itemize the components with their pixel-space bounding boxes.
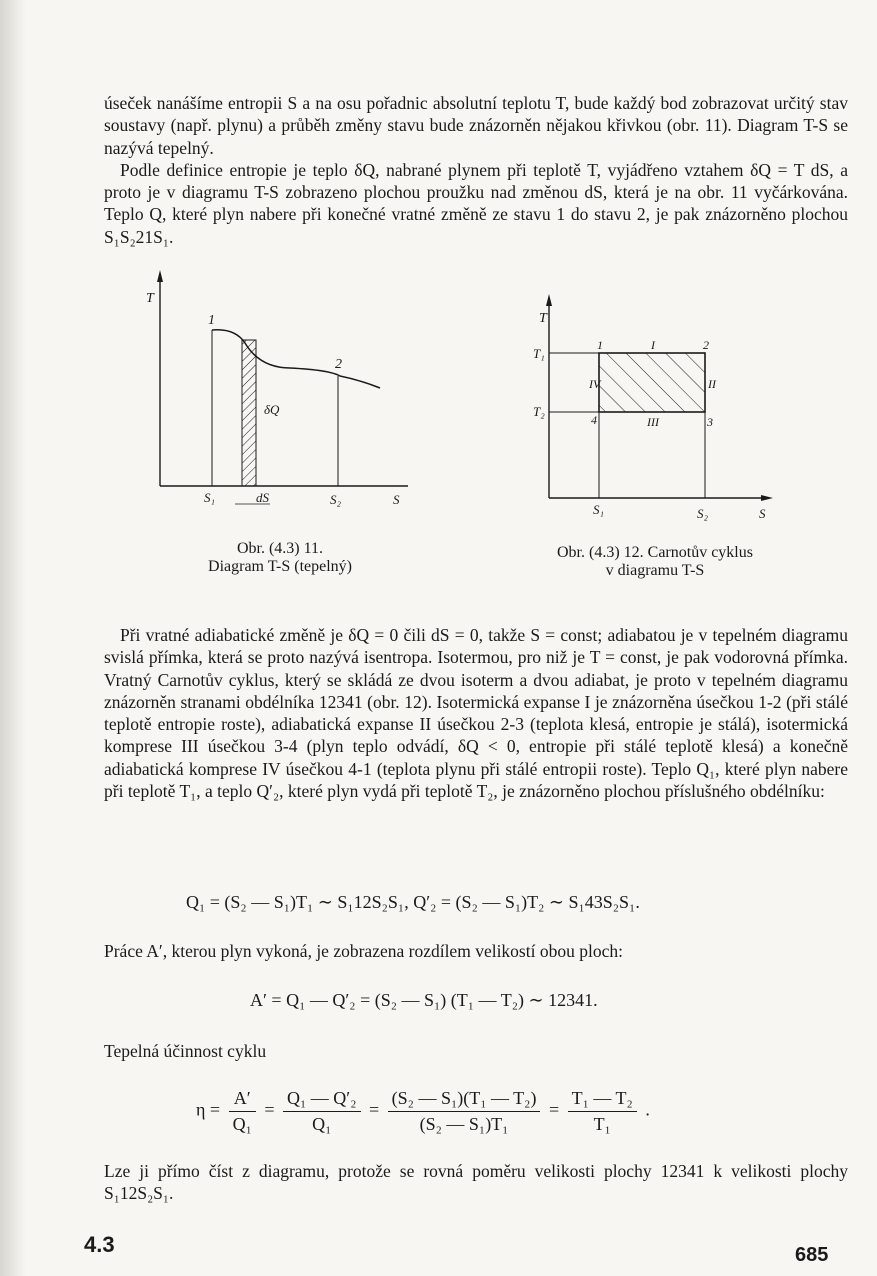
paragraph-intro xyxy=(104,92,848,248)
fig12-label-III: III xyxy=(647,415,659,429)
eq-eta: η = xyxy=(196,1099,221,1120)
fig12-label-t1: T₁ xyxy=(533,346,545,361)
fig11-label-dq: δQ xyxy=(264,402,280,417)
fig12-cycle-rectangle xyxy=(599,353,705,412)
fig12-label-t: T xyxy=(539,311,547,326)
fig12-caption-line2: v diagramu T-S xyxy=(605,562,705,579)
fraction-2-den: Q₁ xyxy=(312,1114,332,1134)
fig12-label-1: 1 xyxy=(597,338,603,352)
fraction-3-den: (S₂ — S₁)T₁ xyxy=(419,1114,509,1134)
fig12-label-3: 3 xyxy=(707,415,713,429)
fig11-label-s: S xyxy=(393,492,400,507)
fig11-label-s1: S₁ xyxy=(204,490,216,505)
fig12-caption-line1: Obr. (4.3) 12. Carnotův cyklus xyxy=(557,544,753,561)
equation-work: A′ = Q₁ — Q′₂ = (S₂ — S₁) (T₁ — T₂) ∼ 12341. xyxy=(250,990,598,1010)
page-number: 685 xyxy=(795,1244,829,1266)
eq-equals-2: = xyxy=(369,1099,380,1120)
fig11-state-curve xyxy=(212,330,380,388)
fig12-label-IV: IV xyxy=(589,377,601,391)
equation-heat: Q₁ = (S₂ — S₁)T₁ ∼ S₁12S₂S₁, Q′₂ = (S₂ — S₁)T₂ ∼ S₁43S₂S₁. xyxy=(186,892,640,912)
page-binding-shadow xyxy=(0,0,26,1276)
fig12-label-s2: S₂ xyxy=(697,506,709,521)
fraction-4-den: T₁ xyxy=(593,1114,611,1134)
paragraph-5: Tepelná účinnost cyklu xyxy=(104,1041,267,1061)
fig12-label-t2: T₂ xyxy=(533,404,545,419)
equation-efficiency xyxy=(196,1088,650,1135)
fraction-4-num: T₁ — T₂ xyxy=(568,1088,637,1112)
fraction-2 xyxy=(283,1088,361,1135)
fraction-1-num: A′ xyxy=(229,1088,256,1112)
fig11-label-ds: dS xyxy=(256,490,269,505)
fig11-caption-line1: Obr. (4.3) 11. xyxy=(236,540,324,557)
fig11-label-1: 1 xyxy=(208,313,215,328)
fig12-label-4: 4 xyxy=(591,413,597,427)
fig12-label-2: 2 xyxy=(703,338,709,352)
fig11-label-t: T xyxy=(146,291,154,306)
fig11-label-s2: S₂ xyxy=(330,492,342,507)
section-number: 4.3 xyxy=(84,1232,115,1257)
figure-11-caption xyxy=(160,540,400,576)
eq-equals-1: = xyxy=(264,1099,275,1120)
paragraph-1: úseček nanášíme entropii S a na osu pořadnic absolutní teplotu T, bude každý bod zobrazovat určitý stav soustavy (např. plynu) a průběh změny stavu bude znázorněn nějakou křivkou (obr. 11). Diagram T-S se nazývá tepelný. xyxy=(104,93,848,158)
eq-equals-3: = xyxy=(548,1099,560,1120)
paragraph-4: Práce A′, kterou plyn vykoná, je zobrazena rozdílem velikostí obou ploch: xyxy=(104,941,623,961)
figure-11-ts-diagram xyxy=(140,268,430,528)
figure-12-carnot-diagram xyxy=(525,292,785,522)
figure-12-caption xyxy=(515,544,795,580)
fig11-label-2: 2 xyxy=(335,357,342,372)
fig11-caption-line2: Diagram T-S (tepelný) xyxy=(208,558,352,575)
fraction-3-num: (S₂ — S₁)(T₁ — T₂) xyxy=(388,1088,541,1112)
paragraph-3: Při vratné adiabatické změně je δQ = 0 čili dS = 0, takže S = const; adiabatou je v tepelném diagramu svislá přímka, která se proto nazývá isentropa. Isotermou, pro niž je T = const, je pak vodorovná přímka. Vratný Carnotův cyklus, který se skládá ze dvou isoterm a dvou adiabat, je proto v tepelném diagramu znázorněn stranami obdélníka 12341 (obr. 12). Isotermická expanse I je znázorněna úsečkou 1-2 (při stálé teplotě entropie roste), adiabatická expanse II úsečkou 2-3 (teplota klesá, entropie je stálá), isotermická komprese III úsečkou 3-4 (plyn teplo odvádí, δQ < 0, entropie při stálé teplotě klesá) a konečně adiabatická komprese IV úsečkou 4-1 (teplota plynu při stálé entropii roste). Teplo Q₁, které plyn nabere při teplotě T₁, a teplo Q′₂, které plyn vydá při teplotě T₂, je znázorněno plochou příslušného obdélníku: xyxy=(104,625,848,802)
fig11-axes xyxy=(157,270,408,486)
fig11-hatched-strip xyxy=(242,340,256,486)
eq-end: . xyxy=(645,1099,650,1120)
fraction-3 xyxy=(388,1088,541,1135)
fraction-1 xyxy=(229,1088,256,1135)
fig12-label-s: S xyxy=(759,506,766,521)
fraction-1-den: Q₁ xyxy=(232,1114,252,1134)
fig12-label-I: I xyxy=(651,338,655,352)
paragraph-2: Podle definice entropie je teplo δQ, nabrané plynem při teplotě T, vyjádřeno vztahem δQ = T dS, a proto je v diagramu T-S zobrazeno plochou proužku nad změnou dS, která je na obr. 11 vyčárkována. Teplo Q, které plyn nabere při konečné vratné změně ze stavu 1 do stavu 2, je pak znázorněno plochou S₁S₂21S₁. xyxy=(104,159,848,247)
fraction-2-num: Q₁ — Q′₂ xyxy=(283,1088,361,1112)
fig12-label-s1: S₁ xyxy=(593,502,605,517)
paragraph-6: Lze ji přímo číst z diagramu, protože se rovná poměru velikosti plochy 12341 k velikosti plochy S₁12S₂S₁. xyxy=(104,1161,848,1204)
fraction-4 xyxy=(568,1088,637,1135)
fig12-label-II: II xyxy=(708,377,716,391)
